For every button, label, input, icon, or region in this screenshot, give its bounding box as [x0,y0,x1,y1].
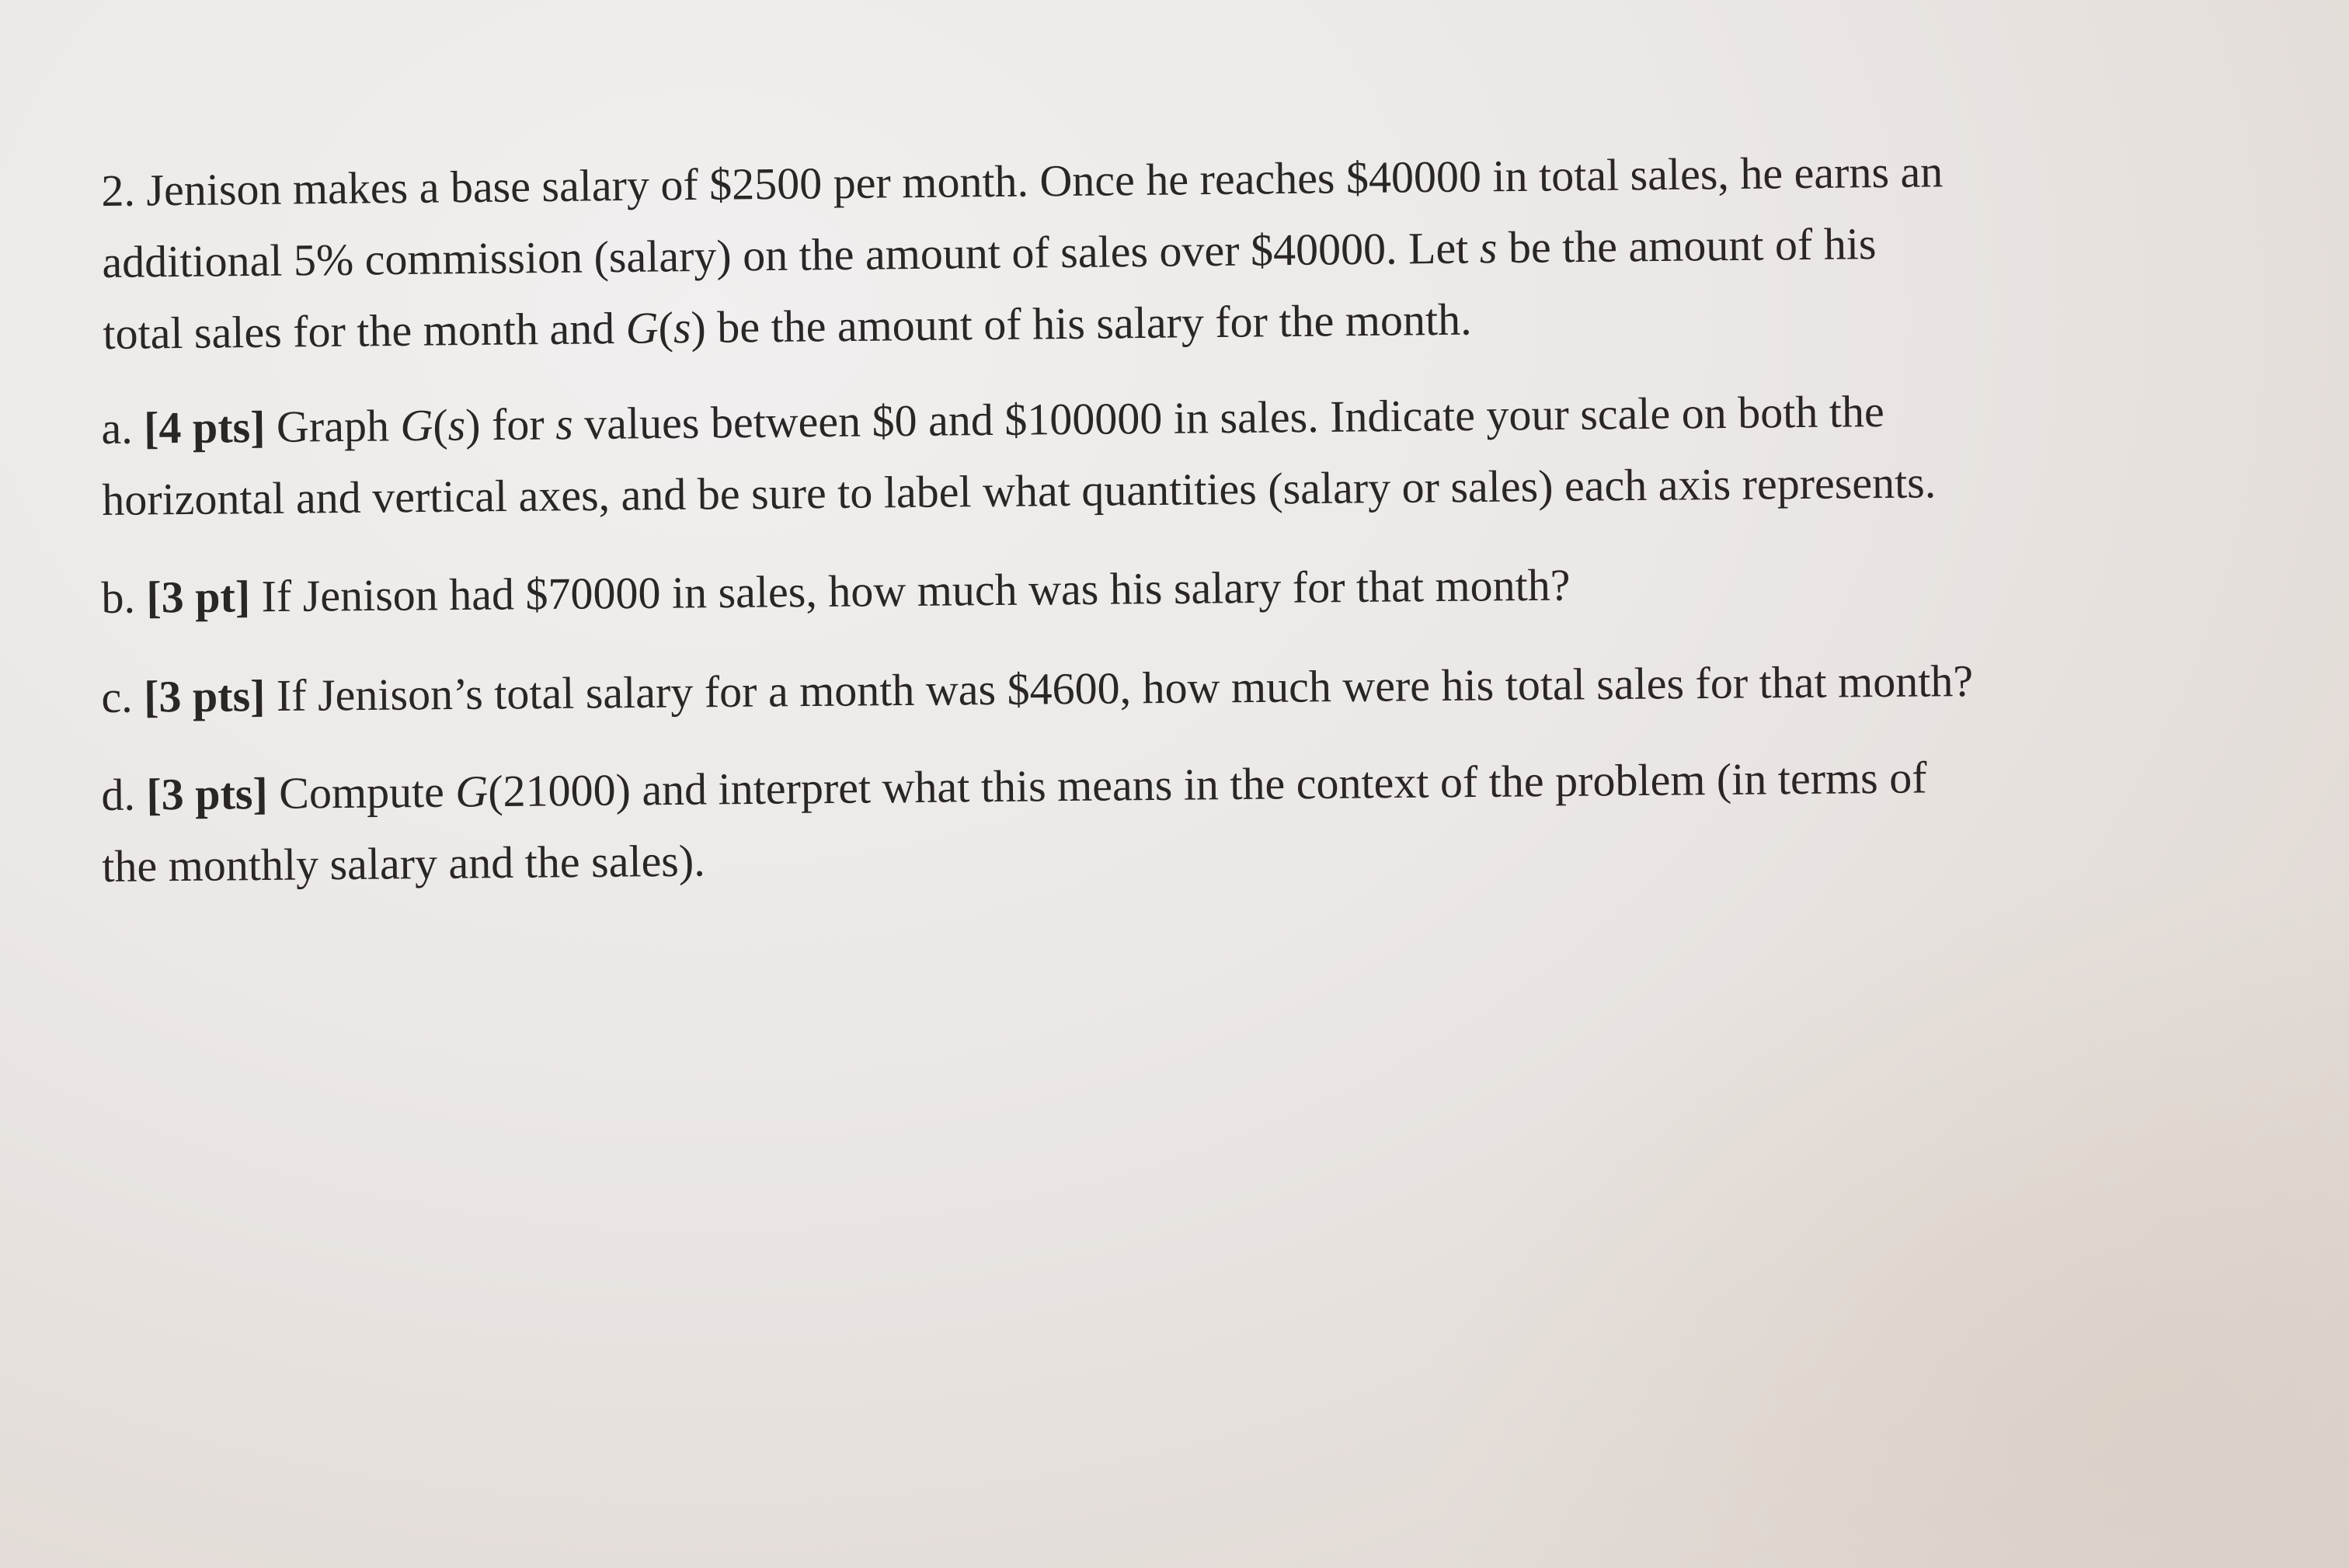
part-text: (21000) and interpret what this means in the context of the problem (in terms of [487,752,1927,817]
part-d [101,739,2278,902]
part-label: d. [101,769,147,820]
paren: ( [658,302,674,353]
part-text: horizontal and vertical axes, and be sure to label what quantities (salary or sales) each axis represents. [102,457,1937,525]
points-badge: [3 pts] [146,767,269,820]
function-g: G [455,766,489,817]
part-c-line-1 [101,643,2277,733]
points-badge: [3 pts] [143,670,266,722]
part-text: the monthly salary and the sales). [102,835,705,892]
part-c [101,643,2277,733]
part-label: b. [101,572,147,623]
problem-statement-text: be the amount of his [1497,218,1877,273]
problem-statement-text: total sales for the month and [103,302,627,359]
variable-s: s [447,399,466,450]
part-text: Graph [265,400,401,452]
part-label: c. [101,671,144,722]
problem-statement-text: additional 5% commission (salary) on the amount of sales over $40000. Let [102,222,1481,287]
points-badge: [4 pts] [143,401,266,454]
part-b [101,544,2277,634]
points-badge: [3 pt] [146,571,251,623]
paper-shading [1417,869,2349,1568]
paren: ( [432,399,448,450]
variable-s: s [673,302,691,353]
function-g: G [400,399,433,451]
variable-s: s [555,398,574,450]
part-text: If Jenison had $70000 in sales, how much was his salary for that month? [249,559,1571,622]
part-a [101,372,2278,536]
part-text: values between $0 and $100000 in sales. Indicate your scale on both the [572,385,1884,450]
problem-statement [101,133,2278,370]
variable-s: s [1479,222,1498,273]
part-label: a. [101,402,144,454]
problem-statement-text: ) be the amount of his salary for the month. [691,294,1472,353]
problem-statement-text: 2. Jenison makes a base salary of $2500 per month. Once he reaches $40000 in total sales, he earns an [101,146,1944,216]
part-text: Compute [267,766,456,819]
part-b-line-1 [101,544,2277,634]
part-text: If Jenison’s total salary for a month was $4600, how much were his total sales for that month? [265,655,1974,721]
part-text: ) for [465,398,556,450]
function-g: G [625,302,659,353]
